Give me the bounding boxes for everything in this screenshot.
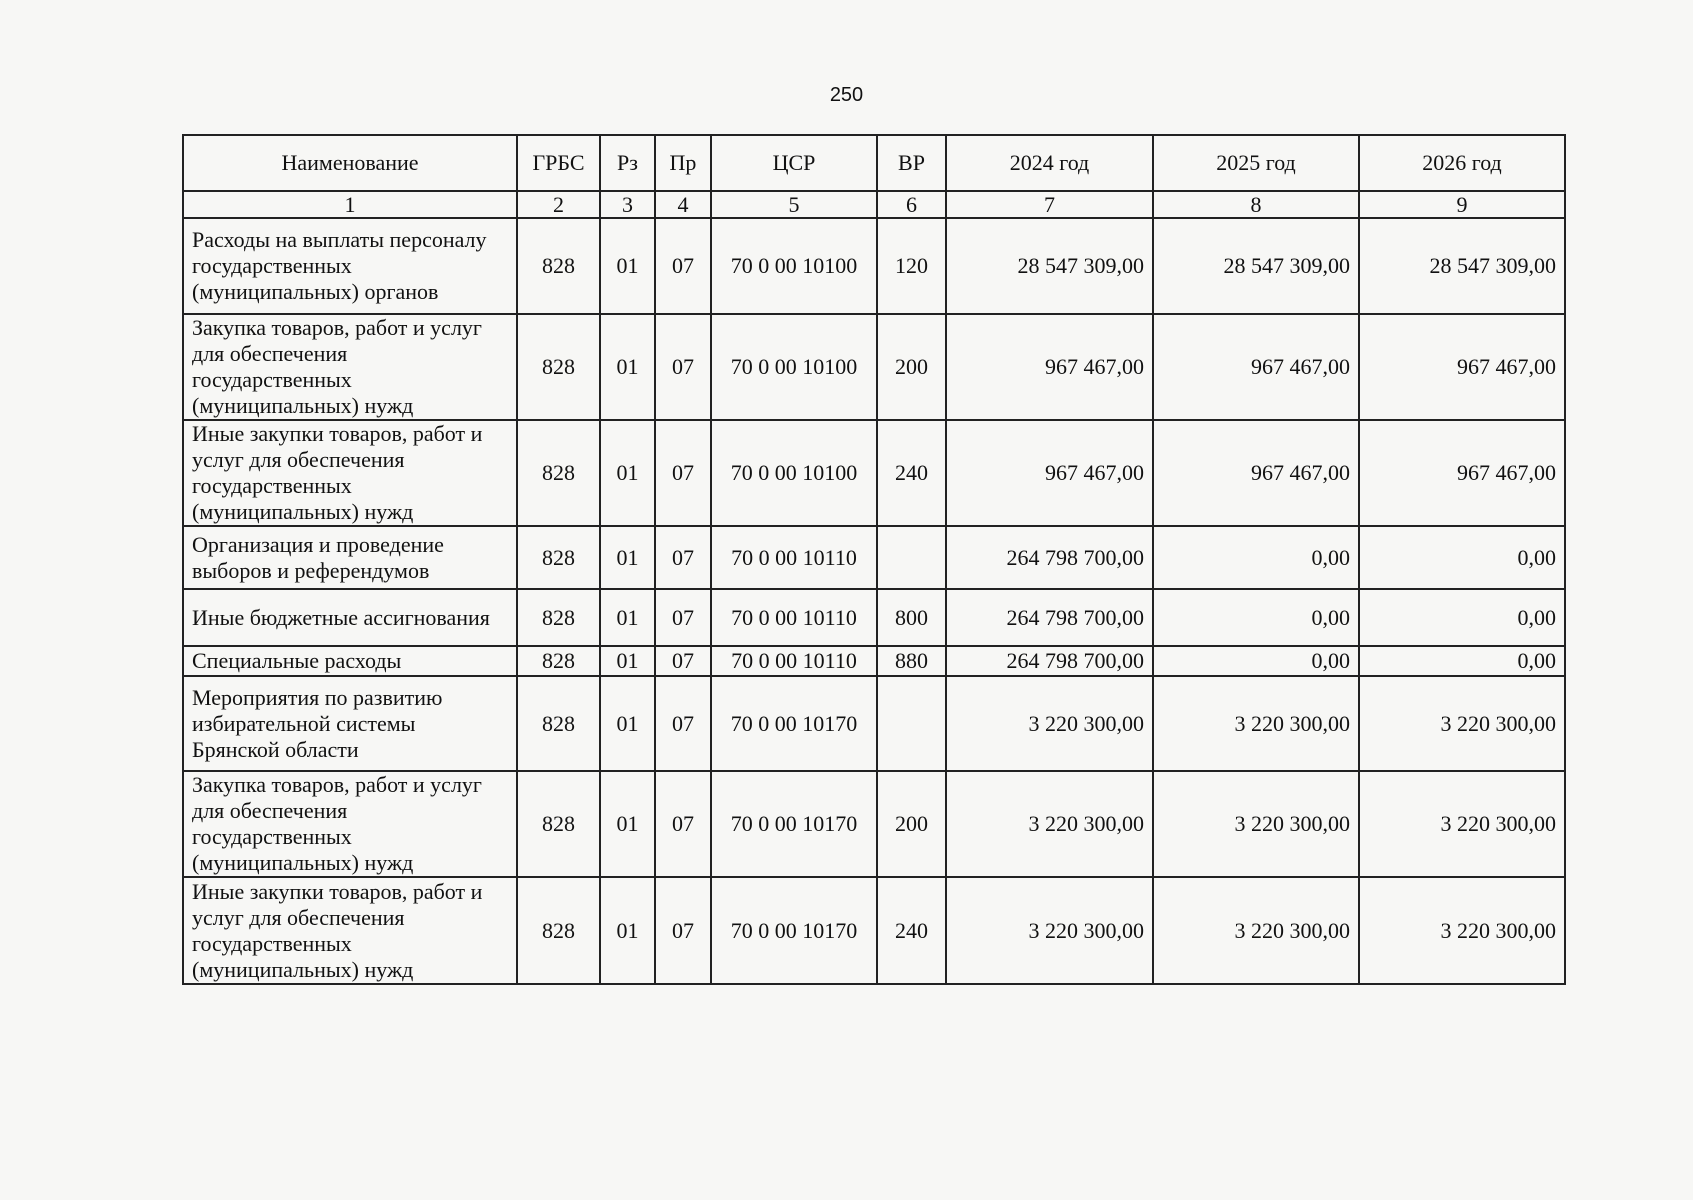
header-name: Наименование xyxy=(183,135,517,191)
row-pr: 07 xyxy=(655,314,711,420)
row-csr: 70 0 00 10110 xyxy=(711,526,877,589)
header-rz: Рз xyxy=(600,135,655,191)
row-csr: 70 0 00 10100 xyxy=(711,314,877,420)
row-pr: 07 xyxy=(655,877,711,984)
row-name: Закупка товаров, работ и услуг для обеспечения государственных (муниципальных) нужд xyxy=(183,314,517,420)
row-amount-2024: 264 798 700,00 xyxy=(946,526,1153,589)
row-rz: 01 xyxy=(600,676,655,771)
row-vr xyxy=(877,526,946,589)
table-row xyxy=(183,420,1565,526)
row-amount-2024: 28 547 309,00 xyxy=(946,218,1153,314)
row-amount-2026: 967 467,00 xyxy=(1359,314,1565,420)
header-pr: Пр xyxy=(655,135,711,191)
column-number: 9 xyxy=(1359,191,1565,218)
table-row xyxy=(183,646,1565,676)
column-number: 5 xyxy=(711,191,877,218)
row-name: Иные закупки товаров, работ и услуг для обеспечения государственных (муниципальных) нужд xyxy=(183,420,517,526)
row-amount-2025: 967 467,00 xyxy=(1153,420,1359,526)
row-amount-2025: 967 467,00 xyxy=(1153,314,1359,420)
row-grbs: 828 xyxy=(517,589,600,646)
row-name: Закупка товаров, работ и услуг для обеспечения государственных (муниципальных) нужд xyxy=(183,771,517,877)
row-amount-2026: 967 467,00 xyxy=(1359,420,1565,526)
row-vr: 200 xyxy=(877,314,946,420)
row-grbs: 828 xyxy=(517,526,600,589)
row-amount-2026: 0,00 xyxy=(1359,589,1565,646)
row-amount-2025: 0,00 xyxy=(1153,589,1359,646)
row-amount-2025: 0,00 xyxy=(1153,526,1359,589)
column-number: 1 xyxy=(183,191,517,218)
row-amount-2025: 3 220 300,00 xyxy=(1153,676,1359,771)
row-name: Иные закупки товаров, работ и услуг для обеспечения государственных (муниципальных) нужд xyxy=(183,877,517,984)
table-row xyxy=(183,314,1565,420)
row-rz: 01 xyxy=(600,420,655,526)
header-row xyxy=(183,135,1565,191)
row-amount-2026: 28 547 309,00 xyxy=(1359,218,1565,314)
header-2025: 2025 год xyxy=(1153,135,1359,191)
row-pr: 07 xyxy=(655,420,711,526)
row-amount-2024: 3 220 300,00 xyxy=(946,676,1153,771)
header-csr: ЦСР xyxy=(711,135,877,191)
row-name: Организация и проведение выборов и референдумов xyxy=(183,526,517,589)
row-vr: 200 xyxy=(877,771,946,877)
row-csr: 70 0 00 10110 xyxy=(711,589,877,646)
row-amount-2026: 0,00 xyxy=(1359,646,1565,676)
row-grbs: 828 xyxy=(517,877,600,984)
row-grbs: 828 xyxy=(517,420,600,526)
row-amount-2024: 967 467,00 xyxy=(946,314,1153,420)
row-csr: 70 0 00 10170 xyxy=(711,877,877,984)
table-row xyxy=(183,771,1565,877)
page-number: 250 xyxy=(829,84,864,106)
row-name: Иные бюджетные ассигнования xyxy=(183,589,517,646)
row-csr: 70 0 00 10110 xyxy=(711,646,877,676)
header-grbs: ГРБС xyxy=(517,135,600,191)
row-csr: 70 0 00 10100 xyxy=(711,218,877,314)
row-csr: 70 0 00 10100 xyxy=(711,420,877,526)
row-pr: 07 xyxy=(655,526,711,589)
row-name: Расходы на выплаты персоналу государственных (муниципальных) органов xyxy=(183,218,517,314)
row-rz: 01 xyxy=(600,877,655,984)
table-row xyxy=(183,877,1565,984)
row-csr: 70 0 00 10170 xyxy=(711,771,877,877)
row-pr: 07 xyxy=(655,646,711,676)
row-pr: 07 xyxy=(655,676,711,771)
row-amount-2025: 0,00 xyxy=(1153,646,1359,676)
row-vr: 120 xyxy=(877,218,946,314)
row-amount-2024: 3 220 300,00 xyxy=(946,877,1153,984)
row-rz: 01 xyxy=(600,314,655,420)
row-grbs: 828 xyxy=(517,646,600,676)
row-pr: 07 xyxy=(655,218,711,314)
row-csr: 70 0 00 10170 xyxy=(711,676,877,771)
row-vr: 880 xyxy=(877,646,946,676)
row-amount-2024: 264 798 700,00 xyxy=(946,646,1153,676)
row-amount-2026: 3 220 300,00 xyxy=(1359,771,1565,877)
row-pr: 07 xyxy=(655,771,711,877)
row-amount-2026: 3 220 300,00 xyxy=(1359,877,1565,984)
row-amount-2025: 3 220 300,00 xyxy=(1153,771,1359,877)
row-vr: 240 xyxy=(877,420,946,526)
row-amount-2024: 967 467,00 xyxy=(946,420,1153,526)
column-number: 3 xyxy=(600,191,655,218)
table-row xyxy=(183,676,1565,771)
row-amount-2026: 3 220 300,00 xyxy=(1359,676,1565,771)
header-2024: 2024 год xyxy=(946,135,1153,191)
row-name: Специальные расходы xyxy=(183,646,517,676)
budget-table xyxy=(182,134,1566,985)
row-rz: 01 xyxy=(600,526,655,589)
column-number: 6 xyxy=(877,191,946,218)
header-vr: ВР xyxy=(877,135,946,191)
column-number: 4 xyxy=(655,191,711,218)
row-grbs: 828 xyxy=(517,218,600,314)
column-number-row xyxy=(183,191,1565,218)
row-amount-2024: 264 798 700,00 xyxy=(946,589,1153,646)
column-number: 7 xyxy=(946,191,1153,218)
row-grbs: 828 xyxy=(517,771,600,877)
row-amount-2024: 3 220 300,00 xyxy=(946,771,1153,877)
row-amount-2025: 28 547 309,00 xyxy=(1153,218,1359,314)
row-rz: 01 xyxy=(600,589,655,646)
row-grbs: 828 xyxy=(517,676,600,771)
row-pr: 07 xyxy=(655,589,711,646)
row-vr: 240 xyxy=(877,877,946,984)
column-number: 2 xyxy=(517,191,600,218)
row-amount-2026: 0,00 xyxy=(1359,526,1565,589)
header-2026: 2026 год xyxy=(1359,135,1565,191)
table-row xyxy=(183,526,1565,589)
row-vr: 800 xyxy=(877,589,946,646)
row-grbs: 828 xyxy=(517,314,600,420)
row-rz: 01 xyxy=(600,218,655,314)
row-rz: 01 xyxy=(600,771,655,877)
row-amount-2025: 3 220 300,00 xyxy=(1153,877,1359,984)
row-name: Мероприятия по развитию избирательной системы Брянской области xyxy=(183,676,517,771)
row-rz: 01 xyxy=(600,646,655,676)
table-row xyxy=(183,218,1565,314)
table-row xyxy=(183,589,1565,646)
column-number: 8 xyxy=(1153,191,1359,218)
row-vr xyxy=(877,676,946,771)
